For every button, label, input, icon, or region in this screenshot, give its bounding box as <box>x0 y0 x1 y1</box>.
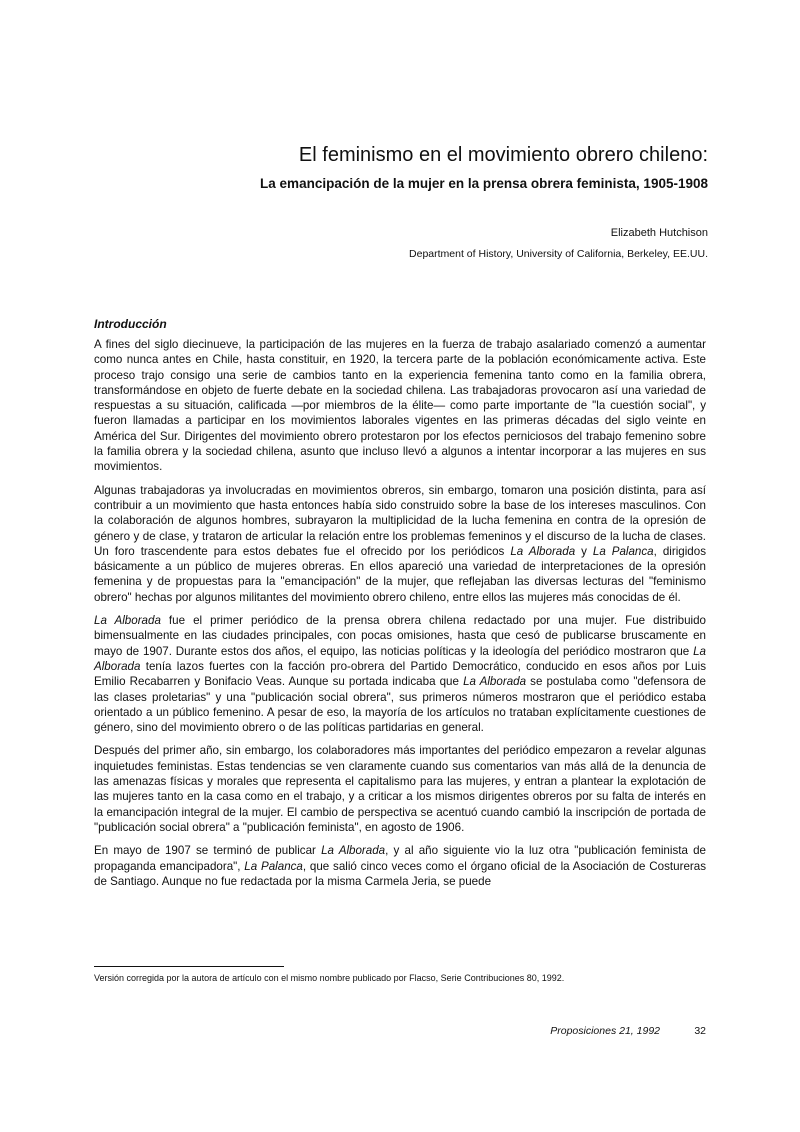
author-name: Elizabeth Hutchison <box>610 227 708 239</box>
paragraph-2-text-3: , dirigidos básicamente a un público de mujeres obreras. En ellos apareció una variedad de interpretaciones de la opresión femenina y de propuestas para la "emancipación" de la mujer, que reflejaban las diversas lecturas del "feminismo obrero" hechas por algunos militantes del movimiento obrero chileno, entre ellos las mujeres más conocidas de él. <box>94 544 706 604</box>
page-number: 32 <box>694 1025 706 1037</box>
paragraph-3-text-3: se postulaba como "defensora de las clases proletarias" y una "publicación social obrera", sus primeros números mostraron que el periódico estaba orientado a un público femenino. A pesar de eso, la mayoría de los artículos no trataban explícitamente cuestiones de género, sino del movimiento obrero o de las políticas partidarias en general. <box>94 675 706 735</box>
footnote: Versión corregida por la autora de artículo con el mismo nombre publicado por Flacso, Serie Contribuciones 80, 1992. <box>94 973 565 983</box>
journal-citation: Proposiciones 21, 1992 <box>550 1025 660 1037</box>
author-affiliation: Department of History, University of California, Berkeley, EE.UU. <box>409 248 708 260</box>
paragraph-3-text-2: tenía lazos fuertes con la facción pro-obrera del Partido Democrático, conducido en esos años por Luis Emilio Recabarren y Bonifacio Veas. Aunque su portada indicaba que <box>94 659 706 689</box>
paragraph-2-text-1: Algunas trabajadoras ya involucradas en movimientos obreros, sin embargo, tomaron una posición distinta, para así contribuir a un movimiento que hasta entonces había sido construido sobre la base de los intereses masculinos. Con la colaboración de algunos hombres, subrayaron la multiplicidad de la lucha femenina en contra de la opresión de género y de clase, y trataron de articular la relación entre los problemas femeninos y el discurso de la lucha de clases. Un foro trascendente para estos debates fue el ofrecido por los periódicos <box>94 483 706 558</box>
periodical-title: La Alborada <box>94 644 706 673</box>
periodical-title: La Palanca <box>244 859 303 873</box>
article-title: El feminismo en el movimiento obrero chileno: <box>298 144 708 166</box>
periodical-title: La Alborada <box>321 844 386 858</box>
paragraph-4: Después del primer año, sin embargo, los colaboradores más importantes del periódico empezaron a revelar algunas inquietudes feministas. Estas tendencias se ven claramente cuando sus comentarios van más allá de la denuncia de las amenazas físicas y morales que representa el capitalismo para las mujeres, y entran a plantear la explotación de las mujeres tanto en la casa como en el trabajo, y a criticar a los mismos dirigentes obreros por su falta de interés en la emancipación integral de la mujer. El cambio de perspectiva se acentuó cuando cambió la inscripción de portada de "publicación social obrera" a "publicación feminista", en agosto de 1906. <box>94 744 706 834</box>
paragraph-1: A fines del siglo diecinueve, la participación de las mujeres en la fuerza de trabajo asalariado comenzó a aumentar como nunca antes en Chile, hasta constituir, en 1920, la tercera parte de la población económicamente activa. Este proceso trajo consigo una serie de cambios tanto en la experiencia femenina tanto como en la familia obrera, transformándose en objeto de fuerte debate en la sociedad chilena. Las trabajadoras provocaron así una variedad de respuestas a su situación, calificada —por miembros de la élite— como parte importante de "la cuestión social", y fueron llamadas a participar en los movimientos laborales vigentes en las primeras décadas del siglo veinte en América del Sur. Dirigentes del movimiento obrero protestaron por los efectos perniciosos del trabajo femenino sobre la familia obrera y la sociedad chilena, asunto que incluso llevó a algunos a intentar incorporar a las mujeres en sus movimientos. <box>94 338 706 474</box>
paragraph-2 <box>94 483 706 605</box>
article-body <box>94 337 706 897</box>
periodical-title: La Alborada <box>463 675 527 689</box>
periodical-title: La Palanca <box>592 544 654 558</box>
periodical-title: La Alborada <box>94 614 161 628</box>
footnote-divider <box>94 966 284 967</box>
section-heading: Introducción <box>94 317 167 331</box>
paragraph-5-text-2: , y al año siguiente vio la luz otra "publicación feminista de propaganda emancipadora", <box>94 844 706 873</box>
paragraph-5-text-1: En mayo de 1907 se terminó de publicar <box>94 844 322 858</box>
periodical-title: La Alborada <box>510 544 576 558</box>
article-subtitle: La emancipación de la mujer en la prensa obrera feminista, 1905-1908 <box>260 176 708 191</box>
paragraph-3 <box>94 613 706 735</box>
paragraph-5 <box>94 843 706 889</box>
paragraph-2-text-2: y <box>575 544 593 558</box>
paragraph-3-text-1: fue el primer periódico de la prensa obrera chilena redactado por una mujer. Fue distribuido bimensualmente en las ciudades principales, con pocas omisiones, hasta que cesó de publicarse bruscamente en mayo de 1907. Durante estos dos años, el equipo, las noticias políticas y la ideología del periódico mostraron que <box>94 614 706 658</box>
paragraph-5-text-3: , que salió cinco veces como el órgano oficial de la Asociación de Costureras de Santiago. Aunque no fue redactada por la misma Carmela Jeria, se puede <box>94 859 706 888</box>
